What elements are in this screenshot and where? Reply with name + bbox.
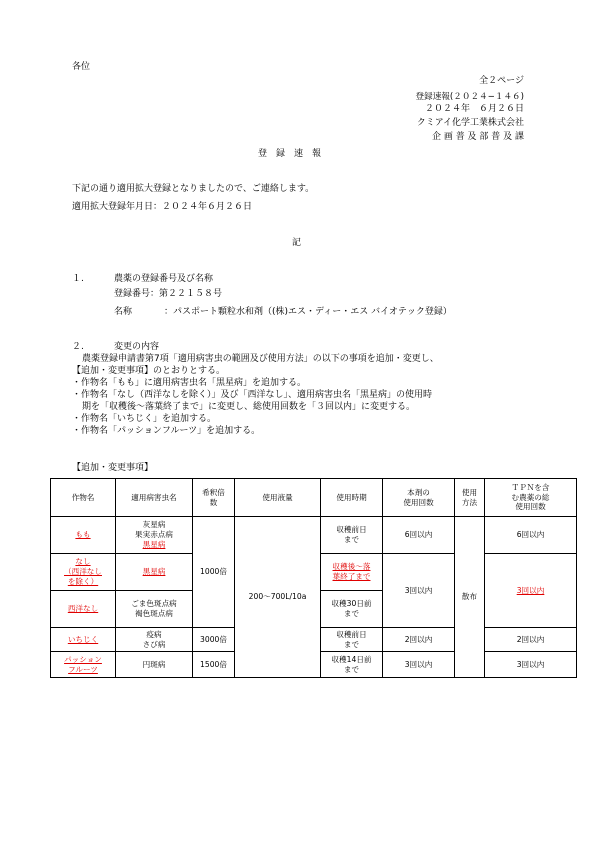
intro-text: 下記の通り適用拡大登録となりましたので、ご連絡します。 (72, 184, 315, 194)
application-table (50, 478, 577, 678)
header-crop: 作物名 (51, 479, 116, 517)
change-line-3: ・作物名「もも」に適用病害虫名「黒星病」を追加する。 (72, 378, 307, 388)
department-name: 企 画 普 及 部 普 及 課 (431, 132, 524, 142)
change-line-6: ・作物名「いちじく」を追加する。 (72, 414, 217, 424)
timing-nashi: 収穫後〜落 葉終了まで (321, 554, 383, 591)
header-dilution: 希釈倍 数 (193, 479, 235, 517)
change-line-7: ・作物名「パッションフルーツ」を追加する。 (72, 426, 261, 436)
dilution-passion: 1500倍 (193, 652, 235, 678)
total-ichijiku: 2回以内 (485, 628, 577, 652)
section2-number: ２. (72, 342, 84, 352)
section1-number: １. (72, 274, 84, 284)
change-line-2: 【追加・変更事項】のとおりとする。 (72, 366, 226, 376)
total-nashi: 3回以内 (485, 554, 577, 628)
document-title: 登 録 速 報 (258, 149, 322, 159)
volume-shared: 200〜700L/10a (235, 517, 321, 678)
pest-ichijiku: 疫病 さび病 (116, 628, 193, 652)
crop-seiyo: 西洋なし (51, 591, 116, 628)
pest-momo: 灰星病 果実赤点病 黒星病 (116, 517, 193, 554)
header-timing: 使用時期 (321, 479, 383, 517)
total-momo: 6回以内 (485, 517, 577, 554)
count-momo: 6回以内 (383, 517, 455, 554)
timing-ichijiku: 収穫前日 まで (321, 628, 383, 652)
crop-ichijiku: いちじく (51, 628, 116, 652)
timing-seiyo: 収穫30日前 まで (321, 591, 383, 628)
registration-number: 登録番号：第２２１５８号 (114, 289, 223, 299)
total-passion: 3回以内 (485, 652, 577, 678)
count-ichijiku: 2回以内 (383, 628, 455, 652)
pest-nashi: 黒星病 (116, 554, 193, 591)
crop-passion: パッション フルーツ (51, 652, 116, 678)
dilution-1000: 1000倍 (193, 517, 235, 628)
product-name-label: 名称 (114, 307, 133, 317)
timing-passion: 収穫14日前 まで (321, 652, 383, 678)
crop-momo: もも (51, 517, 116, 554)
bulletin-number: 登録速報(２０２４−１４６) (415, 92, 524, 102)
change-line-1: 農薬登録申請書第7項「適用病害虫の範囲及び使用方法」の以下の事項を追加・変更し、 (82, 354, 439, 364)
count-passion: 3回以内 (383, 652, 455, 678)
pest-seiyo: ごま色斑点病 褐色斑点病 (116, 591, 193, 628)
count-nashi: 3回以内 (383, 554, 455, 628)
company-name: クミアイ化学工業株式会社 (416, 118, 524, 128)
recipient: 各位 (72, 62, 91, 72)
issue-date: ２０２４年 ６月２６日 (424, 104, 524, 114)
header-pest: 適用病害虫名 (116, 479, 193, 517)
table-header-row (51, 479, 577, 517)
header-volume: 使用液量 (235, 479, 321, 517)
pest-passion: 円斑病 (116, 652, 193, 678)
change-line-5: 期を「収穫後〜落葉終了まで」に変更し、総使用回数を「３回以内」に変更する。 (82, 402, 416, 412)
section2-heading: 変更の内容 (114, 342, 160, 352)
dilution-ichijiku: 3000倍 (193, 628, 235, 652)
header-method: 使用 方法 (455, 479, 485, 517)
ki-mark: 記 (292, 238, 302, 248)
table-caption: 【追加・変更事項】 (72, 463, 154, 473)
method-shared: 散布 (455, 517, 485, 678)
page-count: 全２ページ (479, 76, 524, 86)
crop-nashi: なし （西洋なし を除く） (51, 554, 116, 591)
table-row-momo (51, 517, 577, 554)
change-line-4: ・作物名「なし（西洋なしを除く）」及び「西洋なし」、適用病害虫名「黒星病」の使用時 (72, 390, 433, 400)
header-total: ＴＰＮを含 む農薬の総 使用回数 (485, 479, 577, 517)
product-name-value: ：パスポート顆粒水和剤（(株)エス・ディー・エス バイオテック登録） (164, 307, 452, 317)
registration-date: 適用拡大登録年月日：２０２４年６月２６日 (72, 202, 253, 212)
header-count: 本剤の 使用回数 (383, 479, 455, 517)
timing-momo: 収穫前日 まで (321, 517, 383, 554)
section1-heading: 農薬の登録番号及び名称 (114, 274, 214, 284)
